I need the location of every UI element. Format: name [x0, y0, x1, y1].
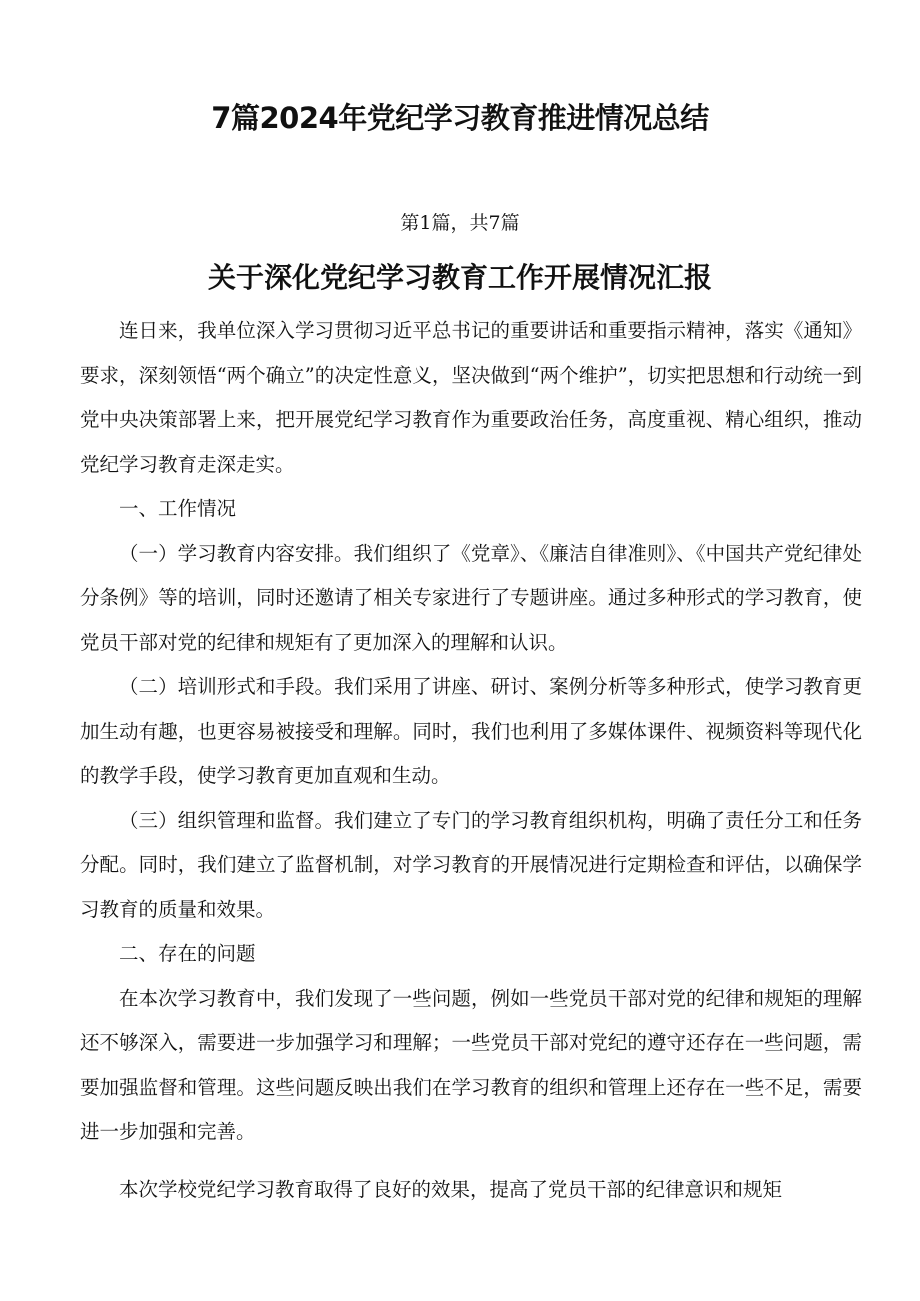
paragraph-item-3: （三）组织管理和监督。我们建立了专门的学习教育组织机构，明确了责任分工和任务分配。同时，我们建立了监督机制，对学习教育的开展情况进行定期检查和评估，以确保学习教育的质量和效果。 — [80, 808, 862, 921]
paragraph-item-1: （一）学习教育内容安排。我们组织了《党章》、《廉洁自律准则》、《中国共产党纪律处分条例》等的培训，同时还邀请了相关专家进行了专题讲座。通过多种形式的学习教育，使党员干部对党的纪律和规矩有了更加深入的理解和认识。 — [80, 541, 862, 654]
paragraph-problems: 在本次学习教育中，我们发现了一些问题，例如一些党员干部对党的纪律和规矩的理解还不够深入，需要进一步加强学习和理解；一些党员干部对党纪的遵守还存在一些问题，需要加强监督和管理。这些问题反映出我们在学习教育的组织和管理上还存在一些不足，需要进一步加强和完善。 — [80, 986, 862, 1143]
section-title: 关于深化党纪学习教育工作开展情况汇报 — [207, 261, 712, 294]
paragraph-conclusion: 本次学校党纪学习教育取得了良好的效果，提高了党员干部的纪律意识和规矩 — [119, 1177, 783, 1201]
paragraph-item-2: （二）培训形式和手段。我们采用了讲座、研讨、案例分析等多种形式，使学习教育更加生动有趣，也更容易被接受和理解。同时，我们也利用了多媒体课件、视频资料等现代化的教学手段，使学习教育更加直观和生动。 — [80, 675, 862, 787]
document-title: 7篇2024年党纪学习教育推进情况总结 — [211, 101, 709, 135]
document-body — [80, 309, 862, 1212]
part-indicator: 第1篇，共7篇 — [400, 212, 520, 234]
heading-work-status: 一、工作情况 — [119, 497, 237, 520]
paragraph-intro: 连日来，我单位深入学习贯彻习近平总书记的重要讲话和重要指示精神，落实《通知》要求，深刻领悟“两个确立”的决定性意义，坚决做到“两个维护”，切实把思想和行动统一到党中央决策部署上来，把开展党纪学习教育作为重要政治任务，高度重视、精心组织，推动党纪学习教育走深走实。 — [80, 319, 862, 476]
heading-problems: 二、存在的问题 — [119, 942, 256, 965]
